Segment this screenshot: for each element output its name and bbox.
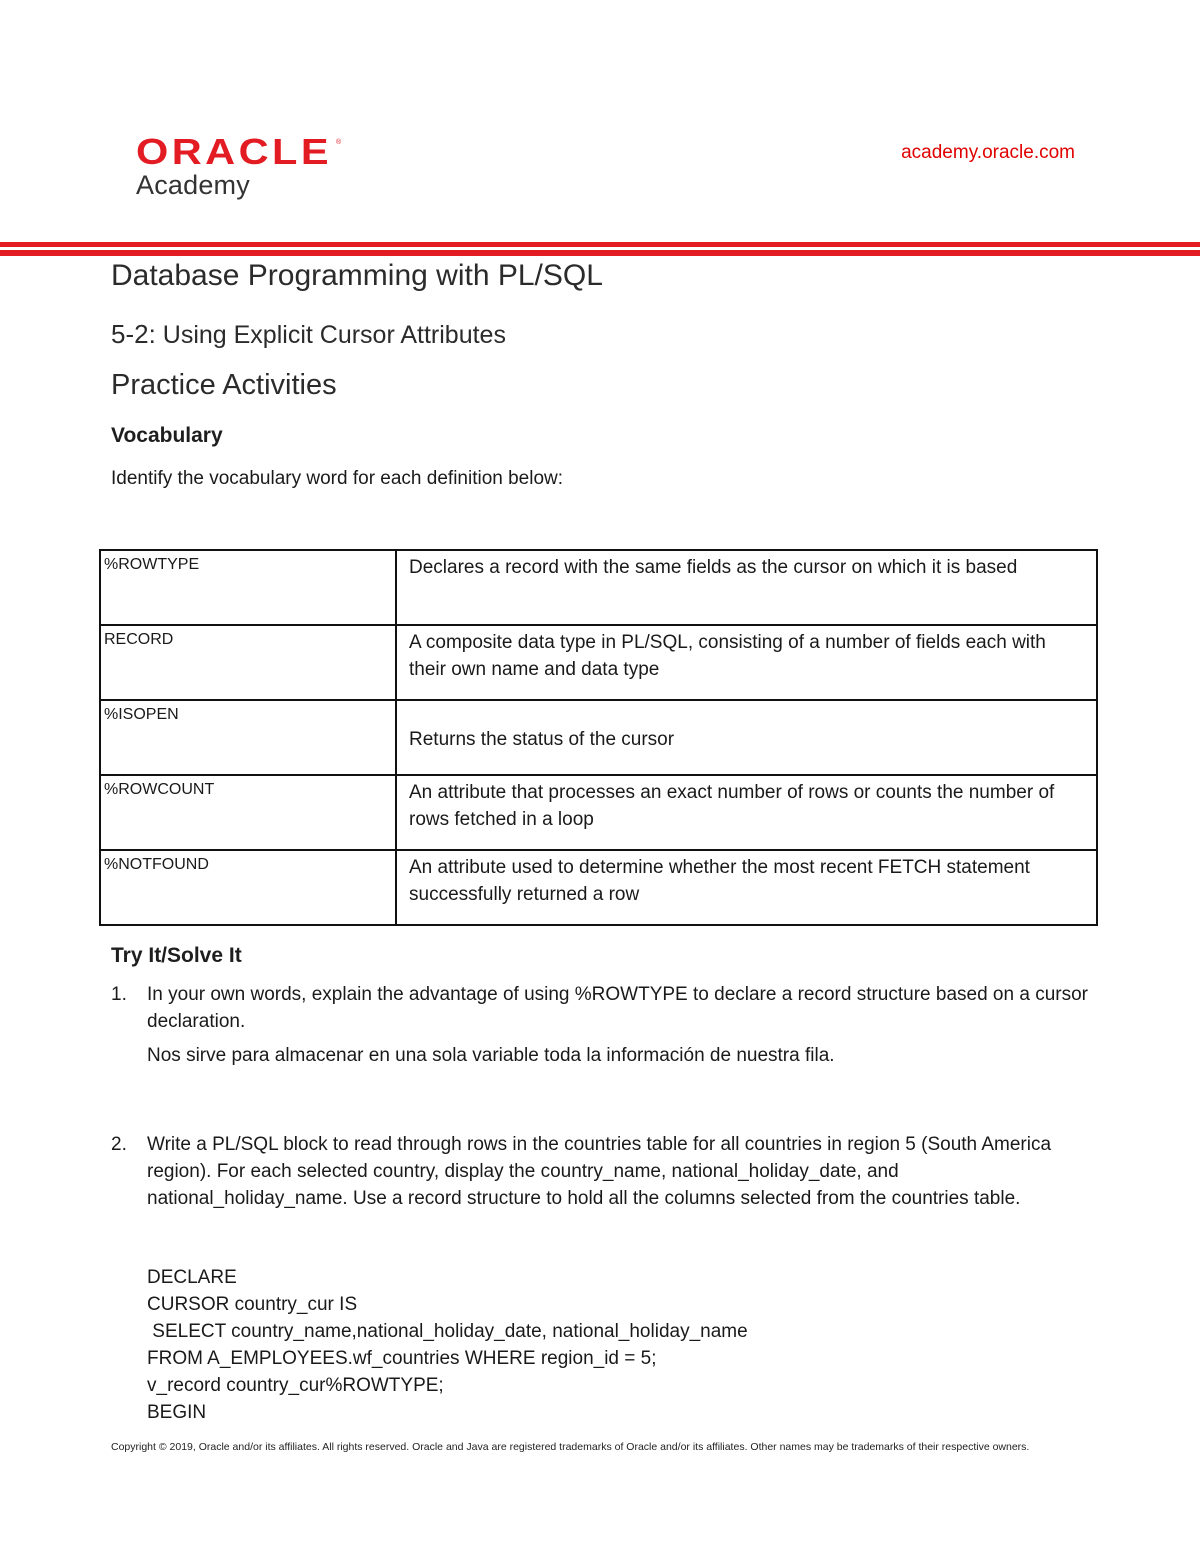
vocabulary-heading: Vocabulary	[111, 424, 223, 447]
course-title: Database Programming with PL/SQL	[111, 259, 603, 292]
academy-site-link[interactable]: academy.oracle.com	[901, 142, 1075, 163]
code-line: CURSOR country_cur IS	[147, 1294, 358, 1315]
code-line: DECLARE	[147, 1267, 237, 1288]
table-row	[100, 775, 1097, 850]
code-line: SELECT country_name,national_holiday_date, national_holiday_name	[147, 1321, 748, 1342]
code-line: BEGIN	[147, 1402, 207, 1423]
svg-text:®: ®	[336, 139, 342, 146]
table-row	[100, 550, 1097, 625]
vocab-term: %NOTFOUND	[100, 850, 396, 925]
table-row	[100, 625, 1097, 700]
lesson-title	[111, 319, 506, 350]
lesson-name: Using Explicit Cursor Attributes	[162, 321, 506, 349]
code-line: FROM A_EMPLOYEES.wf_countries WHERE region_id = 5;	[147, 1348, 657, 1369]
vocab-definition: A composite data type in PL/SQL, consisting of a number of fields each with their own name and data type	[396, 625, 1097, 700]
vocab-term: %ISOPEN	[100, 700, 396, 775]
question-text: In your own words, explain the advantage of using %ROWTYPE to declare a record structure based on a cursor declaration.	[147, 984, 1088, 1032]
vocabulary-intro: Identify the vocabulary word for each definition below:	[111, 468, 564, 489]
svg-text:ORACLE: ORACLE	[136, 131, 332, 172]
vocabulary-table	[99, 549, 1098, 926]
table-row	[100, 850, 1097, 925]
section-title: Practice Activities	[111, 369, 337, 401]
table-row	[100, 700, 1097, 775]
vocab-definition: Returns the status of the cursor	[396, 700, 1097, 775]
oracle-academy-logo	[136, 130, 346, 200]
academy-wordmark: Academy	[136, 170, 250, 200]
question-1	[111, 981, 1091, 1035]
code-block	[147, 1264, 748, 1426]
question-number: 2.	[111, 1134, 127, 1155]
question-number: 1.	[111, 984, 127, 1005]
try-it-heading: Try It/Solve It	[111, 944, 242, 967]
vocab-term: RECORD	[100, 625, 396, 700]
question-2	[111, 1131, 1091, 1212]
copyright-footer: Copyright © 2019, Oracle and/or its affiliates. All rights reserved. Oracle and Java are registered trademarks of Oracle and/or its affiliates. Other names may be trademarks of their respective owners.	[111, 1441, 1030, 1453]
lesson-number: 5-2:	[111, 319, 156, 349]
vocab-term: %ROWCOUNT	[100, 775, 396, 850]
code-line: v_record country_cur%ROWTYPE;	[147, 1375, 444, 1396]
question-text: Write a PL/SQL block to read through rows in the countries table for all countries in region 5 (South America region). For each selected country, display the country_name, national_holiday_date, and national_holiday_name. Use a record structure to hold all the columns selected from the countries table.	[147, 1134, 1052, 1209]
oracle-wordmark-logo	[136, 130, 346, 174]
vocab-term: %ROWTYPE	[100, 550, 396, 625]
vocab-definition: Declares a record with the same fields as the cursor on which it is based	[396, 550, 1097, 625]
header-divider	[0, 242, 1200, 256]
vocab-definition: An attribute used to determine whether the most recent FETCH statement successfully returned a row	[396, 850, 1097, 925]
answer-1: Nos sirve para almacenar en una sola variable toda la información de nuestra fila.	[147, 1045, 835, 1066]
vocab-definition: An attribute that processes an exact number of rows or counts the number of rows fetched in a loop	[396, 775, 1097, 850]
